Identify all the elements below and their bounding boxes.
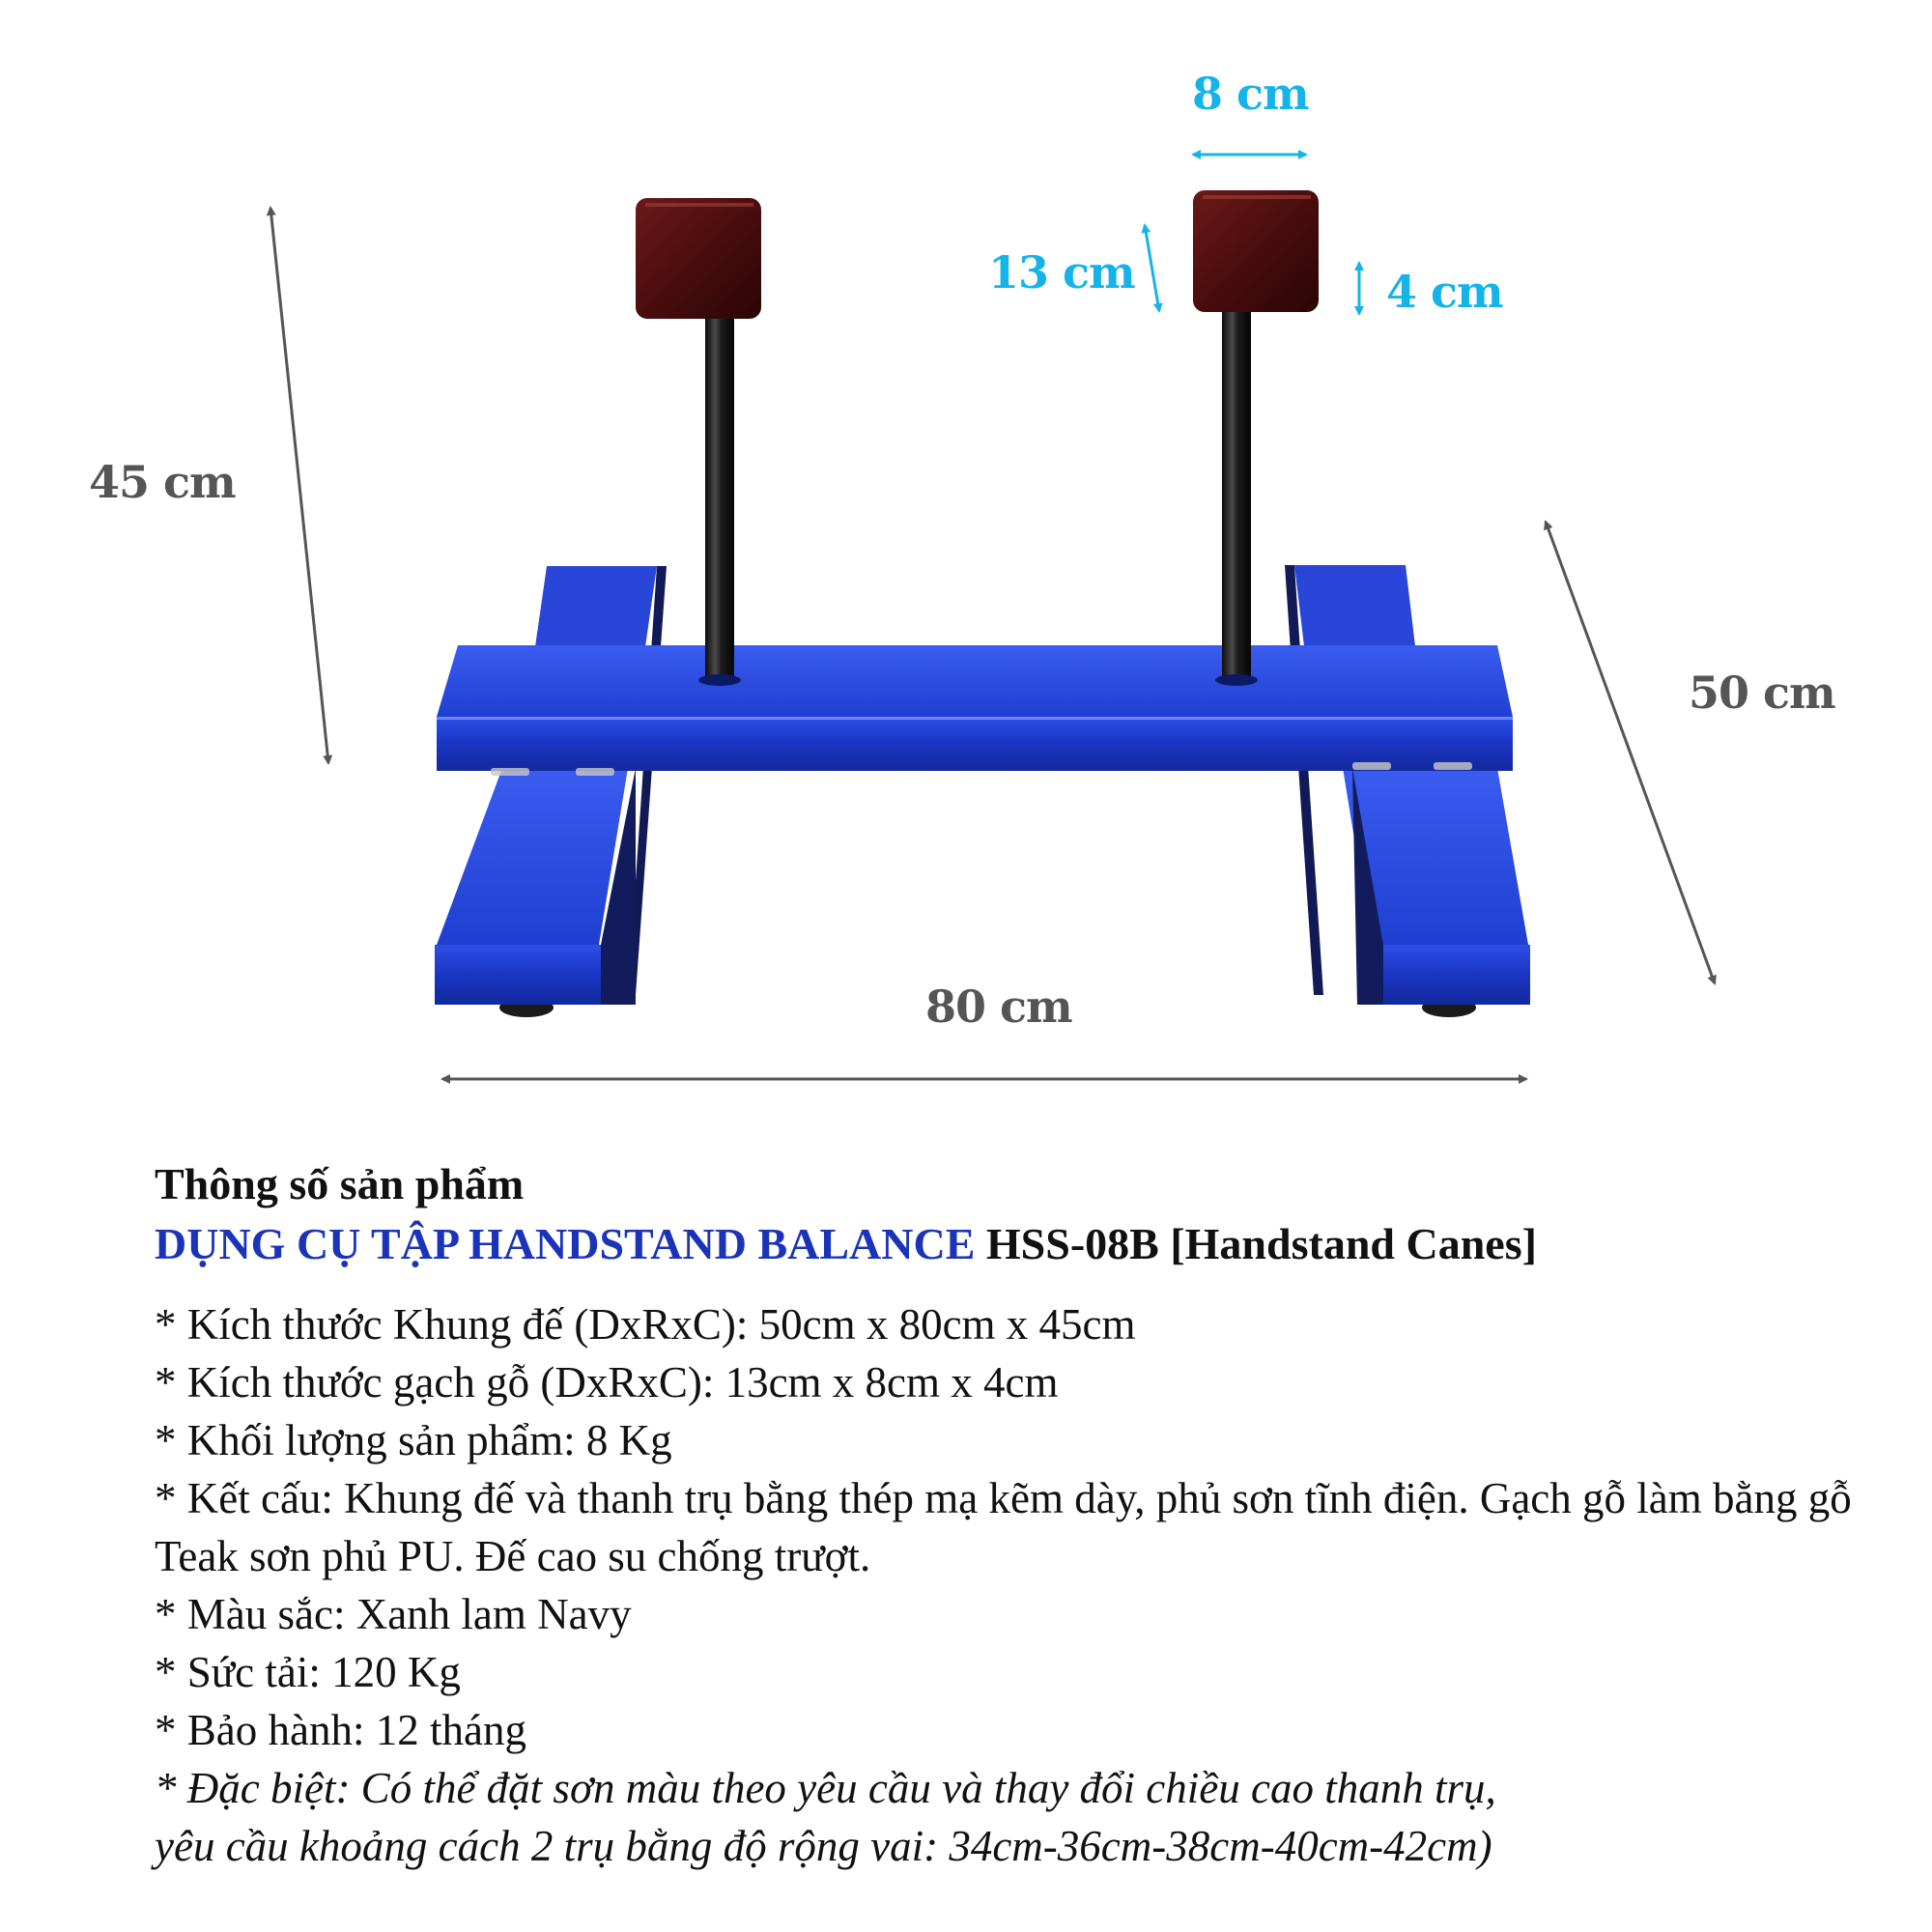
block-length-label: 13 cm: [988, 246, 1135, 298]
left-leg: [435, 566, 667, 1005]
left-wood-block: [636, 198, 761, 319]
right-wood-block: [1193, 190, 1319, 312]
depth-label: 50 cm: [1689, 667, 1835, 719]
specs-title: Thông số sản phẩm: [155, 1159, 525, 1208]
left-post: [698, 309, 741, 686]
product-name: [155, 1214, 1855, 1274]
product-model: HSS-08B [Handstand Canes]: [975, 1219, 1537, 1268]
block-height-label: 4 cm: [1386, 266, 1503, 318]
width-label: 80 cm: [925, 980, 1072, 1033]
cross-beam: [437, 645, 1513, 771]
spec-item-warranty: * Bảo hành: 12 tháng: [155, 1706, 526, 1754]
block-width-label: 8 cm: [1192, 68, 1309, 120]
spec-list: [155, 1295, 1855, 1875]
product-name-blue: DỤNG CỤ TẬP HANDSTAND BALANCE: [155, 1219, 976, 1268]
spec-special-line-1: * Đặc biệt: Có thể đặt sơn màu theo yêu cầu và thay đổi chiều cao thanh trụ,: [155, 1764, 1496, 1812]
height-arrow: [270, 208, 328, 763]
spec-item-frame-size: * Kích thước Khung đế (DxRxC): 50cm x 80cm x 45cm: [155, 1300, 1136, 1349]
spec-item-color: * Màu sắc: Xanh lam Navy: [155, 1590, 632, 1638]
product-specs: [155, 1154, 1855, 1875]
right-leg: [1285, 565, 1530, 1005]
height-label: 45 cm: [89, 456, 236, 508]
right-post: [1215, 301, 1258, 686]
spec-item-block-size: * Kích thước gạch gỗ (DxRxC): 13cm x 8cm x 4cm: [155, 1358, 1059, 1406]
depth-arrow: [1546, 522, 1715, 983]
spec-item-structure: * Kết cấu: Khung đế và thanh trụ bằng thép mạ kẽm dày, phủ sơn tĩnh điện. Gạch gỗ làm bằng gỗ Teak sơn phủ PU. Đế cao su chống trượt.: [155, 1474, 1852, 1580]
spec-special-line-2: yêu cầu khoảng cách 2 trụ bằng độ rộng vai: 34cm-36cm-38cm-40cm-42cm): [155, 1822, 1492, 1870]
spec-item-load: * Sức tải: 120 Kg: [155, 1648, 461, 1696]
spec-item-weight: * Khối lượng sản phẩm: 8 Kg: [155, 1416, 672, 1464]
block-length-arrow: [1145, 225, 1159, 311]
